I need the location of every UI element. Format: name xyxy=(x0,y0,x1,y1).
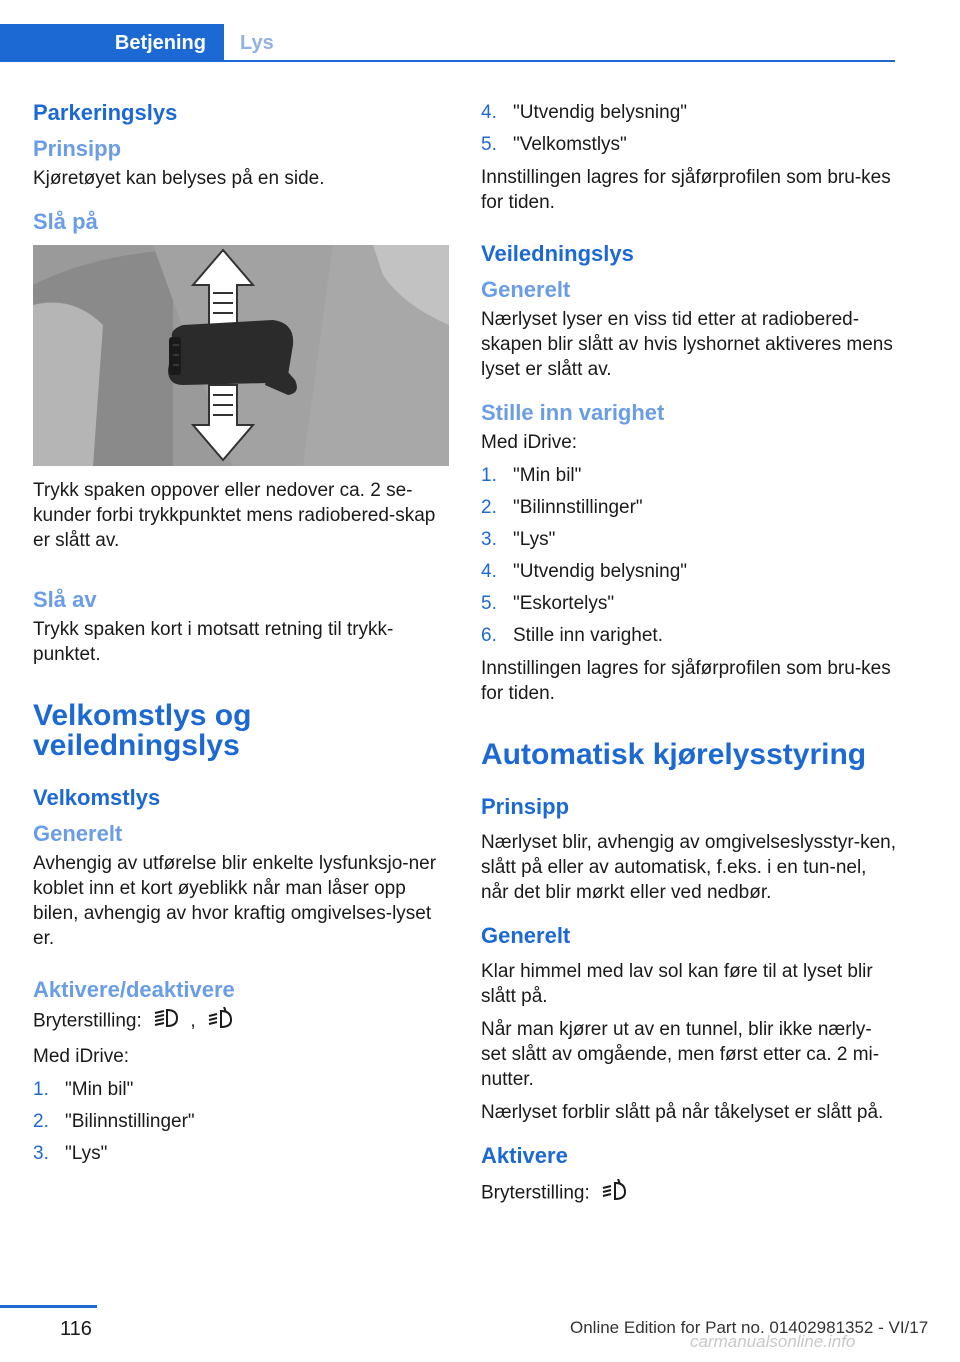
switch-position-line-2 xyxy=(481,1179,897,1208)
low-beam-icon xyxy=(153,1007,179,1036)
list-item: 4. "Utvendig belysning" xyxy=(481,102,688,123)
heading-aktivere-deaktivere: Aktivere/deaktivere xyxy=(33,977,235,1002)
heading-parkeringslys: Parkeringslys xyxy=(33,100,178,125)
list-item: 5. "Eskortelys" xyxy=(481,593,615,614)
text-prinsipp: Kjøretøyet kan belyses på en side. xyxy=(33,168,325,189)
heading-sla-av: Slå av xyxy=(33,587,97,612)
text-prinsipp-2: Nærlyset blir, avhengig av omgivelseslysstyr-ken, slått på eller av automatisk, f.eks. i en tun-nel, når det blir mørkt eller ved nedbør. xyxy=(481,832,896,903)
list-item: 4. "Utvendig belysning" xyxy=(481,561,688,582)
footer-divider xyxy=(0,1305,97,1308)
switch-position-label-2: Bryterstilling: xyxy=(481,1182,590,1204)
text-generelt-2: Nærlyset lyser en viss tid etter at radiobered-skapen blir slått av hvis lyshornet aktiveres mens lyset er slått av. xyxy=(481,309,893,380)
section-tab-lys[interactable]: Lys xyxy=(240,31,274,54)
heading-aktivere: Aktivere xyxy=(481,1143,568,1168)
text-sla-pa: Trykk spaken oppover eller nedover ca. 2 se-kunder forbi trykkpunktet mens radiobered-skap er slått av. xyxy=(33,480,436,551)
heading-generelt-3: Generelt xyxy=(481,923,571,948)
right-steps-cont-list xyxy=(481,100,897,157)
list-item: 1. "Min bil" xyxy=(481,465,582,486)
text-sla-av: Trykk spaken kort i motsatt retning til trykk-punktet. xyxy=(33,619,394,665)
heading-generelt-2: Generelt xyxy=(481,277,571,302)
page-header xyxy=(0,24,895,62)
switch-position-label: Bryterstilling: xyxy=(33,1010,142,1032)
heading-prinsipp-2: Prinsipp xyxy=(481,794,570,819)
auto-headlight-icon xyxy=(601,1179,627,1208)
heading-velkomstlys: Velkomstlys xyxy=(33,785,161,810)
header-divider xyxy=(0,60,895,62)
heading-velkomstlys-og-veiledningslys: Velkomstlys og veiledningslys xyxy=(33,699,252,762)
heading-sla-pa: Slå på xyxy=(33,209,98,234)
lever-diagram xyxy=(33,245,449,466)
text-med-idrive-2: Med iDrive: xyxy=(481,432,578,453)
list-item: 2. "Bilinnstillinger" xyxy=(481,497,643,518)
text-generelt: Avhengig av utførelse blir enkelte lysfunksjo-ner koblet inn et kort øyeblikk når man låser opp bilen, avhengig av hvor kraftig omgivelses-lyset er. xyxy=(33,853,437,949)
switch-separator: , xyxy=(190,1010,196,1032)
list-item: 2. "Bilinnstillinger" xyxy=(33,1111,195,1132)
text-generelt-3b: Når man kjører ut av en tunnel, blir ikke nærly-set slått av omgående, men først etter ca. 2 mi-nutter. xyxy=(481,1019,880,1090)
heading-generelt: Generelt xyxy=(33,821,123,846)
edition-text: Online Edition for Part no. 01402981352 - VI/17 xyxy=(570,1318,929,1337)
left-column xyxy=(33,100,449,1174)
heading-automatisk-kjorelysstyring: Automatisk kjørelysstyring xyxy=(481,738,867,771)
watermark: carmanualsonline.info xyxy=(690,1332,856,1351)
switch-position-line xyxy=(33,1007,449,1036)
heading-veiledningslys: Veiledningslys xyxy=(481,241,634,266)
text-innstilling-lagres-1: Innstillingen lagres for sjåførprofilen som bru-kes for tiden. xyxy=(481,167,891,213)
list-item: 3. "Lys" xyxy=(33,1143,108,1164)
right-column xyxy=(481,100,897,1216)
auto-headlight-icon xyxy=(207,1007,233,1036)
list-item: 5. "Velkomstlys" xyxy=(481,134,627,155)
list-item: 1. "Min bil" xyxy=(33,1079,134,1100)
text-generelt-3a: Klar himmel med lav sol kan føre til at lyset blir slått på. xyxy=(481,961,873,1007)
list-item: 6. Stille inn varighet. xyxy=(481,625,663,646)
page-number: 116 xyxy=(60,1318,92,1340)
heading-prinsipp: Prinsipp xyxy=(33,136,122,161)
section-tab-betjening[interactable]: Betjening xyxy=(0,24,224,62)
left-steps-list xyxy=(33,1077,449,1166)
text-innstilling-lagres-2: Innstillingen lagres for sjåførprofilen som bru-kes for tiden. xyxy=(481,658,891,704)
list-item: 3. "Lys" xyxy=(481,529,556,550)
heading-stille-inn-varighet: Stille inn varighet xyxy=(481,400,665,425)
steering-lever-illustration xyxy=(33,245,449,466)
right-steps-list xyxy=(481,463,897,648)
text-med-idrive: Med iDrive: xyxy=(33,1046,130,1067)
text-generelt-3c: Nærlyset forblir slått på når tåkelyset er slått på. xyxy=(481,1102,884,1123)
